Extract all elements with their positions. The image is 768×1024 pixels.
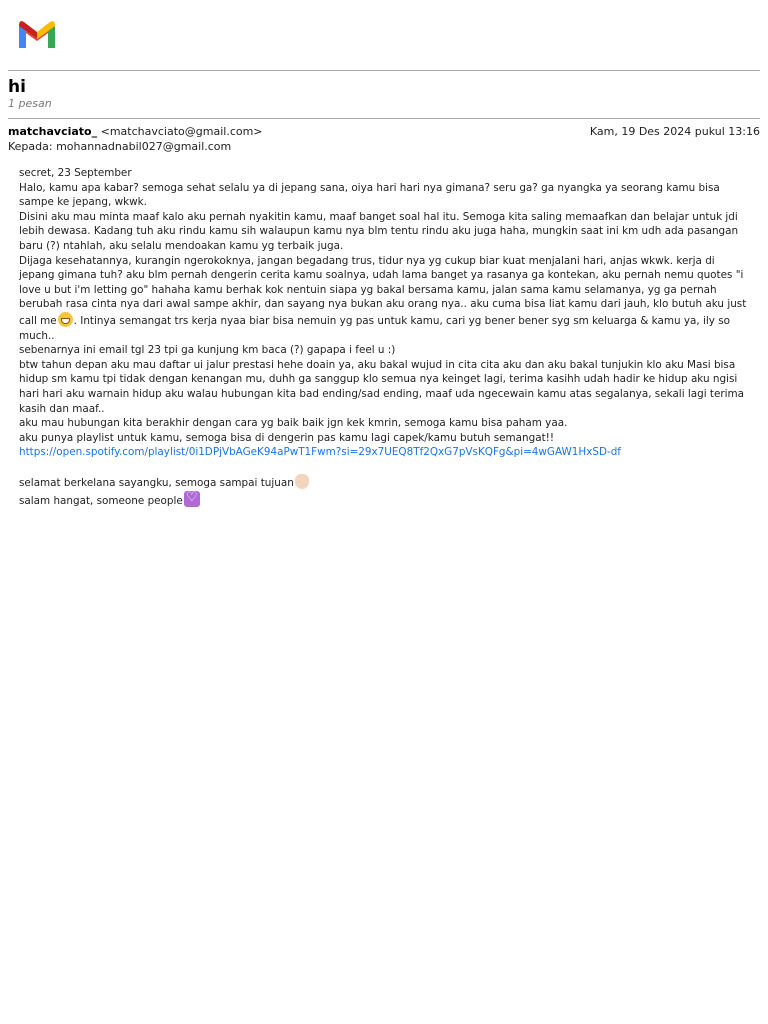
body-line: secret, 23 September — [19, 167, 132, 179]
sender-name: matchavciato_ — [8, 125, 98, 138]
message-body — [19, 166, 752, 509]
body-line: Disini aku mau minta maaf kalo aku pernah nyakitin kamu, maaf banget soal hal itu. Semoga kita saling memaafkan dan belajar untuk jdi lebih dewasa. Kadang tuh aku rindu kamu sih walaupun kamu nya blm tentu rindu aku juga haha, mungkin saat ini km udh ada pasangan baru (?) ntahlah, aku selalu mendoakan kamu yg terbaik juga. — [19, 210, 739, 252]
blank-line — [19, 460, 752, 475]
purple-heart-icon — [184, 491, 200, 507]
body-paragraph — [19, 254, 752, 344]
grinning-face-icon — [58, 312, 73, 327]
body-line: sebenarnya ini email tgl 23 tpi ga kunjung km baca (?) gapapa i feel u :) — [19, 344, 396, 357]
body-text: . Intinya semangat trs kerja nyaa biar bisa nemuin yg pas untuk kamu, cari yg bener bener syg sm keluarga & kamu ya, ily so much.. — [19, 314, 731, 342]
waving-hand-icon — [295, 474, 309, 489]
spotify-playlist-link[interactable]: https://open.spotify.com/playlist/0i1DPjVbAGeK94aPwT1Fwm?si=29x7UEQ8Tf2QxG7pVsKQFg&pi=4wGAW1HxSD-df — [19, 446, 621, 459]
message-count: 1 pesan — [8, 97, 52, 110]
message-date: Kam, 19 Des 2024 pukul 13:16 — [589, 125, 760, 138]
recipient-line: Kepada: mohannadnabil027@gmail.com — [8, 140, 232, 153]
body-text: Dijaga kesehatannya, kurangin ngerokoknya, jangan begadang trus, tidur nya yg cukup biar kuat menjalani hari, anjas wkwk. kerja di jepang gimana tuh? aku blm pernah dengerin cerita kamu soalnya, udah lama banget ya rasanya ga kontekan, aku pernah nemu quotes "i love u but i'm letting go" hahaha kamu berhak kok nentuin siapa yg bakal bersama kamu, jalan sama kamu selamanya, yg ga pernah berubah rasa cinta nya dari awal sampe akhir, dan sayang nya bukan aku orang nya.. aku cuma bisa liat kamu dari jauh, klo butuh aku just call me — [19, 254, 747, 327]
body-line: Halo, kamu apa kabar? semoga sehat selalu ya di jepang sana, oiya hari hari nya gimana? seru ga? ga nyangka ya seorang kamu bisa sampe ke jepang, wkwk. — [19, 181, 720, 209]
body-paragraph — [19, 491, 752, 509]
body-line: aku mau hubungan kita berakhir dengan cara yg baik baik jgn kek kmrin, semoga kamu bisa paham yaa. — [19, 417, 568, 430]
sender-line — [8, 125, 263, 138]
body-text: selamat berkelana sayangku, semoga sampai tujuan — [19, 477, 294, 490]
body-text: salam hangat, someone people — [19, 495, 183, 508]
subject-divider — [8, 118, 760, 119]
body-line: btw tahun depan aku mau daftar ui jalur prestasi hehe doain ya, aku bakal wujud in cita cita aku dan aku bakal tunjukin klo aku Masi bisa hidup sm kamu tpi tidak dengan kenangan mu, duhh ga sanggup klo semua nya keinget lagi, terima kasihh udah hadir ke hidup aku ngisi hari hari aku warnain hidup aku walau hubungan kita bad ending/sad ending, maaf uda ngecewain kamu atas segalanya, sekali lagi terima kasih dan maaf.. — [19, 358, 745, 415]
body-line: aku punya playlist untuk kamu, semoga bisa di dengerin pas kamu lagi capek/kamu butuh semangat!! — [19, 431, 554, 444]
gmail-logo-icon — [16, 18, 58, 50]
sender-email[interactable]: <matchavciato@gmail.com> — [100, 125, 263, 138]
thread-subject: hi — [8, 77, 26, 97]
header-divider — [8, 70, 760, 71]
body-paragraph — [19, 474, 752, 491]
